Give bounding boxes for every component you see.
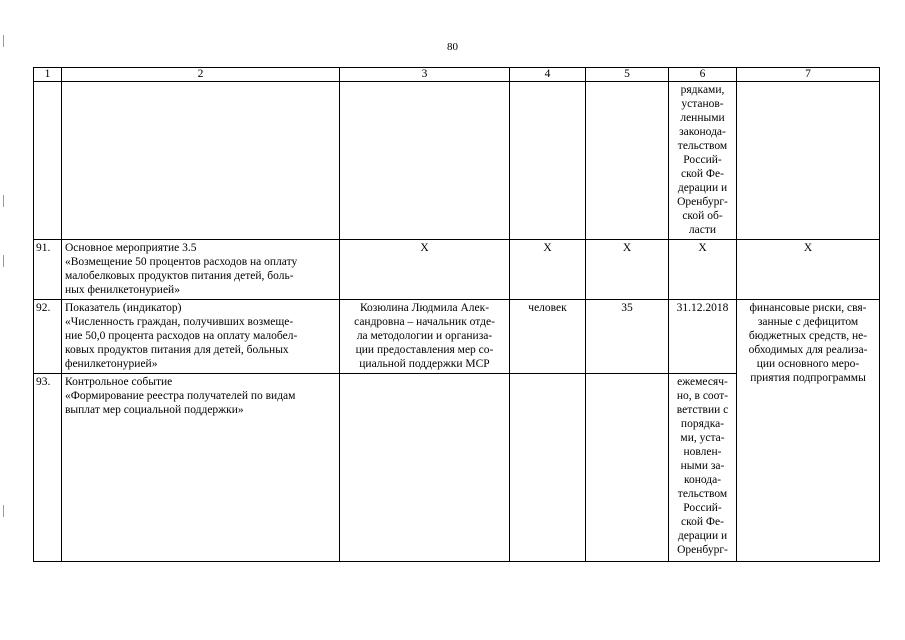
x-mark: Х <box>586 240 669 300</box>
margin-mark <box>3 505 4 517</box>
text-line: Козюлина Людмила Алек- <box>359 302 490 314</box>
event-description-cell <box>62 374 340 562</box>
table-cell <box>586 374 669 562</box>
implementation-terms-cell <box>669 374 737 562</box>
text-line: малобелковых продуктов питания детей, боль- <box>65 270 294 282</box>
header-cell: 3 <box>340 68 510 82</box>
header-cell: 7 <box>737 68 880 82</box>
table-cell <box>340 82 510 240</box>
text-line: порядка- <box>680 418 725 430</box>
implementation-terms-cell <box>669 82 737 240</box>
text-line: Россий- <box>683 154 722 166</box>
text-line: ных фенилкетонурией» <box>65 284 180 296</box>
text-line: ветствии с <box>676 404 729 416</box>
text-line: Контрольное событие <box>65 376 173 388</box>
text-line: установ- <box>681 98 724 110</box>
table-cell <box>586 82 669 240</box>
text-line: ской Фе- <box>681 516 724 528</box>
text-line: финансовые риски, свя- <box>749 302 867 314</box>
text-line: ции предоставления мер со- <box>355 344 494 356</box>
text-line: ковых продуктов питания для детей, больных <box>65 344 289 356</box>
date-cell: 31.12.2018 <box>669 300 737 374</box>
text-line: новлен- <box>683 446 722 458</box>
text-line: рядками, <box>680 84 725 96</box>
text-line: но, в соот- <box>676 390 729 402</box>
text-line: занные с дефицитом <box>757 316 859 328</box>
text-line: ными за- <box>680 460 725 472</box>
x-mark: Х <box>737 240 880 300</box>
margin-mark <box>3 195 4 207</box>
table-cell <box>340 374 510 562</box>
table-header-row <box>34 68 880 82</box>
document-table <box>33 67 880 562</box>
row-number: 91. <box>34 240 62 300</box>
table-cell <box>34 82 62 240</box>
text-line: ласти <box>688 224 717 236</box>
text-line: законода- <box>679 126 726 138</box>
text-line: ленными <box>680 112 725 124</box>
header-cell: 6 <box>669 68 737 82</box>
responsible-person-cell <box>340 300 510 374</box>
text-line: Показатель (индикатор) <box>65 302 182 314</box>
margin-mark <box>3 255 4 267</box>
text-line: ние 50,0 процента расходов на оплату малобел- <box>65 330 298 342</box>
text-line: «Численность граждан, получивших возмеще- <box>65 316 294 328</box>
row-number: 93. <box>34 374 62 562</box>
header-cell: 4 <box>510 68 586 82</box>
text-line: обходимых для реализа- <box>748 344 868 356</box>
risks-cell <box>737 300 880 562</box>
header-cell: 5 <box>586 68 669 82</box>
text-line: циальной поддержки МСР <box>359 358 490 370</box>
text-line: фенилкетонурией» <box>65 358 158 370</box>
table-row-continuation <box>34 82 880 240</box>
table-row-91 <box>34 240 880 300</box>
text-line: тельством <box>677 488 728 500</box>
text-line: Оренбург- <box>677 196 728 208</box>
text-line: дерации и <box>677 530 728 542</box>
indicator-description-cell <box>62 300 340 374</box>
text-line: ской Фе- <box>681 168 724 180</box>
text-line: Основное мероприятие 3.5 <box>65 242 197 254</box>
text-line: «Возмещение 50 процентов расходов на оплату <box>65 256 298 268</box>
header-cell: 1 <box>34 68 62 82</box>
text-line: дерации и <box>677 182 728 194</box>
unit-cell: человек <box>510 300 586 374</box>
page-number: 80 <box>447 41 458 53</box>
text-line: ежемесяч- <box>677 376 728 388</box>
text-line: ции основного меро- <box>756 358 860 370</box>
event-description-cell <box>62 240 340 300</box>
table-cell <box>510 374 586 562</box>
x-mark: Х <box>510 240 586 300</box>
table-row-92 <box>34 300 880 374</box>
text-line: приятия подпрограммы <box>750 372 866 384</box>
table-cell <box>737 82 880 240</box>
text-line: ла методологии и организа- <box>356 330 493 342</box>
text-line: сандровна – начальник отде- <box>354 316 495 328</box>
text-line: тельством <box>677 140 728 152</box>
text-line: Оренбург- <box>677 544 728 556</box>
value-cell: 35 <box>586 300 669 374</box>
x-mark: Х <box>669 240 737 300</box>
text-line: ми, уста- <box>680 432 725 444</box>
text-line: выплат мер социальной поддержки» <box>65 404 244 416</box>
table-cell <box>510 82 586 240</box>
x-mark: Х <box>340 240 510 300</box>
table-cell <box>62 82 340 240</box>
row-number: 92. <box>34 300 62 374</box>
header-cell: 2 <box>62 68 340 82</box>
text-line: Россий- <box>683 502 722 514</box>
text-line: «Формирование реестра получателей по видам <box>65 390 296 402</box>
text-line: конода- <box>683 474 722 486</box>
text-line: ской об- <box>682 210 723 222</box>
text-line: бюджетных средств, не- <box>748 330 868 342</box>
